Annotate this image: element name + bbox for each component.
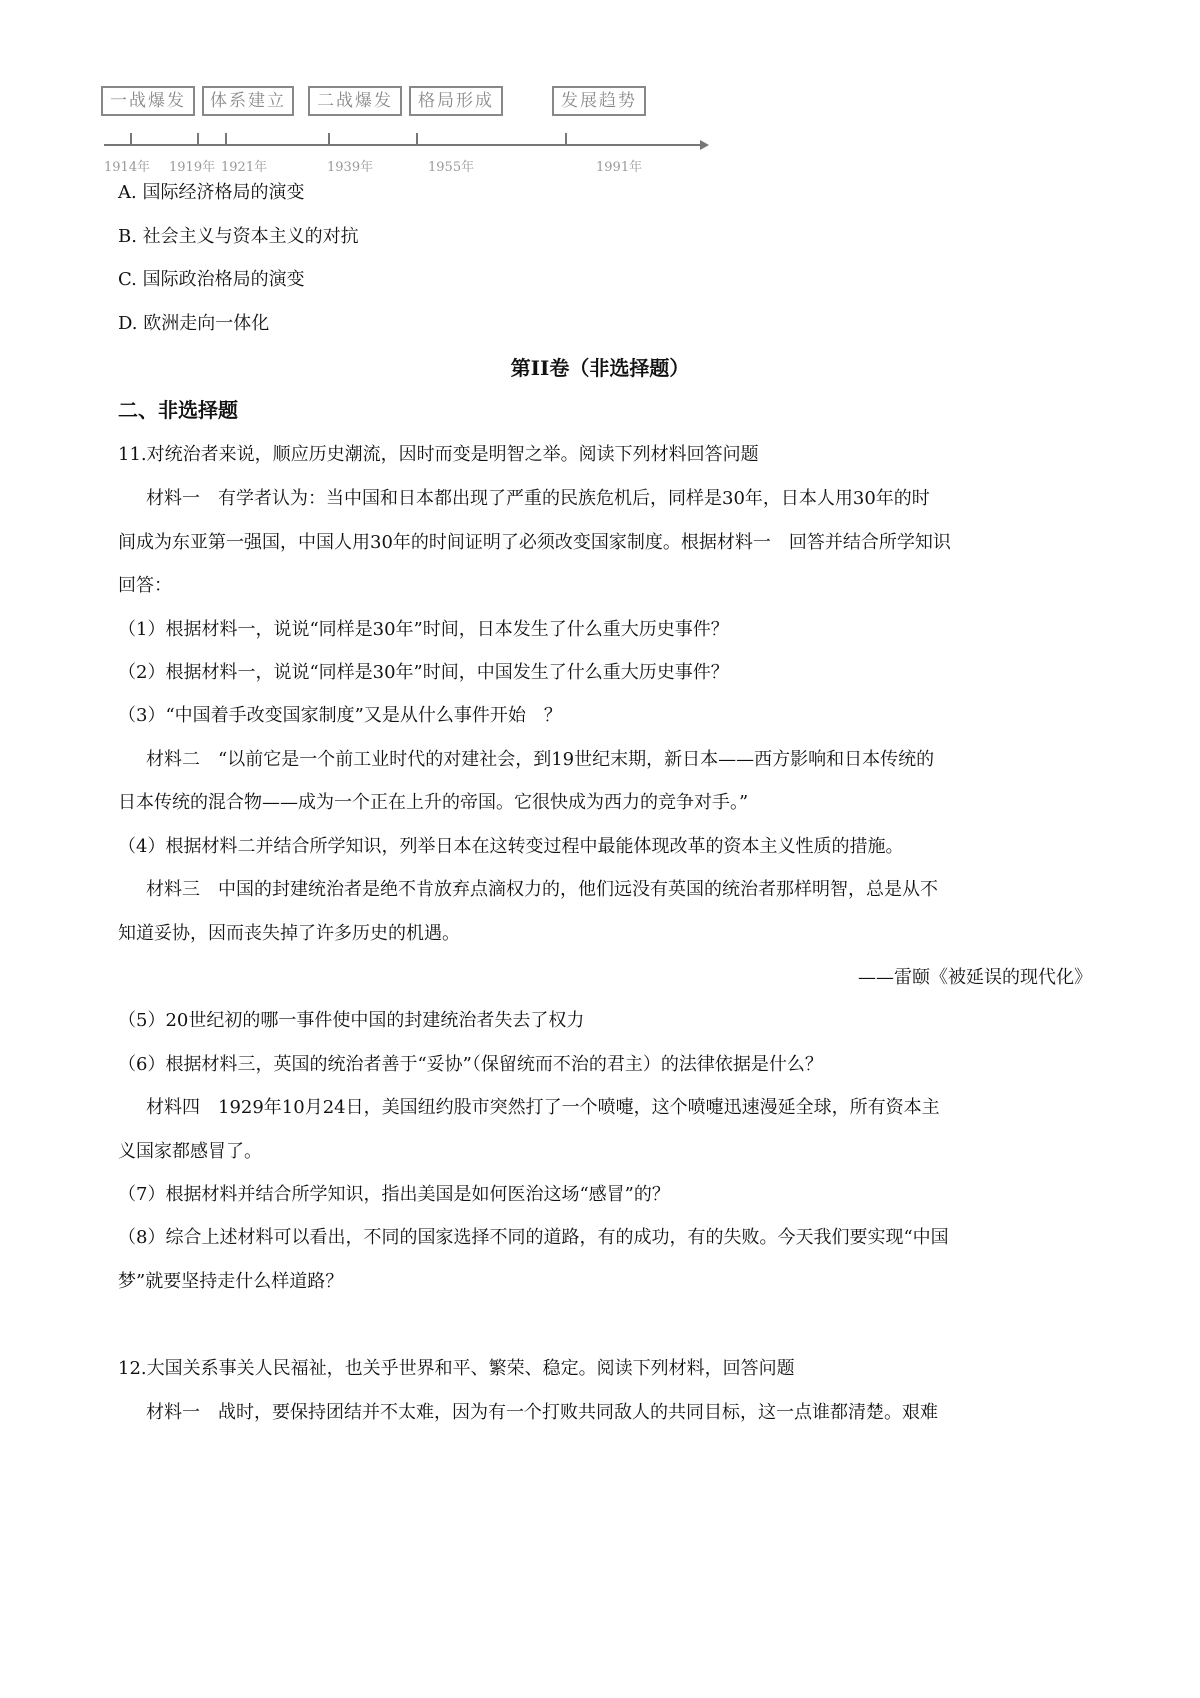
timeline-year: 1955年 — [428, 160, 475, 175]
q11-sub-4: （4）根据材料二并结合所学知识，列举日本在这转变过程中最能体现改革的资本主义性质的措施。 — [118, 836, 904, 857]
timeline-year: 1991年 — [596, 160, 643, 175]
q11-sub-3: （3）“中国着手改变国家制度”又是从什么事件开始 ？ — [118, 705, 562, 726]
q11-material-1: 间成为东亚第一强国，中国人用30年的时间证明了必须改变国家制度。根据材料一 回答并结合所学知识 — [118, 532, 951, 553]
q11-material-3: 材料三 中国的封建统治者是绝不肯放弃点滴权力的，他们远没有英国的统治者那样明智，总是从不 — [146, 879, 938, 900]
timeline-tick — [416, 133, 418, 145]
timeline-stage: 一战爆发 — [101, 86, 195, 116]
timeline-year: 1921年 — [221, 160, 268, 175]
q11-sub-1: （1）根据材料一，说说“同样是30年”时间，日本发生了什么重大历史事件？ — [118, 619, 729, 640]
timeline-axis — [104, 144, 704, 146]
timeline-stage: 发展趋势 — [552, 86, 646, 116]
q12-material-1: 材料一 战时，要保持团结并不太难，因为有一个打败共同敌人的共同目标，这一点谁都清楚。艰难 — [146, 1402, 938, 1423]
q11-sub-5: （5）20世纪初的哪一事件使中国的封建统治者失去了权力 — [118, 1010, 585, 1031]
q11-material-1: 材料一 有学者认为：当中国和日本都出现了严重的民族危机后，同样是30年，日本人用30年的时 — [146, 488, 930, 509]
q11-material-3: 知道妥协，因而丧失掉了许多历史的机遇。 — [118, 923, 460, 944]
q11-sub-2: （2）根据材料一，说说“同样是30年”时间，中国发生了什么重大历史事件？ — [118, 662, 729, 683]
q11-sub-8: 梦”就要坚持走什么样道路？ — [118, 1271, 344, 1292]
q11-material-2: 材料二 “以前它是一个前工业时代的对建社会，到19世纪末期，新日本——西方影响和日本传统的 — [146, 749, 935, 770]
q11-sub-6: （6）根据材料三，英国的统治者善于“妥协”（保留统而不治的君主）的法律依据是什么？ — [118, 1054, 823, 1075]
q12-stem: 12.大国关系事关人民福祉，也关乎世界和平、繁荣、稳定。阅读下列材料，回答问题 — [118, 1358, 795, 1379]
timeline-tick — [565, 133, 567, 145]
timeline-tick — [197, 133, 199, 145]
q11-sub-7: （7）根据材料并结合所学知识，指出美国是如何医治这场“感冒”的？ — [118, 1184, 670, 1205]
q11-material-2: 日本传统的混合物——成为一个正在上升的帝国。它很快成为西力的竞争对手。” — [118, 792, 749, 813]
timeline-year: 1939年 — [327, 160, 374, 175]
q11-material-3-source: ——雷颐《被延误的现代化》 — [858, 967, 1092, 988]
q11-material-1: 回答： — [118, 575, 172, 596]
option-b: B. 社会主义与资本主义的对抗 — [118, 226, 359, 247]
timeline-stage: 体系建立 — [202, 86, 294, 116]
timeline-tick — [328, 133, 330, 145]
timeline-year: 1919年 — [169, 160, 216, 175]
section-title: 二、非选择题 — [118, 398, 238, 422]
timeline-stage: 格局形成 — [409, 86, 503, 116]
q11-material-4: 义国家都感冒了。 — [118, 1141, 262, 1162]
option-a: A. 国际经济格局的演变 — [118, 182, 305, 203]
timeline-stage: 二战爆发 — [308, 86, 402, 116]
timeline-tick — [130, 133, 132, 145]
timeline-tick — [225, 133, 227, 145]
part-title: 第II卷（非选择题） — [510, 356, 690, 380]
timeline-year: 1914年 — [104, 160, 151, 175]
q11-sub-8: （8）综合上述材料可以看出，不同的国家选择不同的道路，有的成功，有的失败。今天我们要实现“中国 — [118, 1227, 949, 1248]
timeline-arrow-icon — [700, 140, 709, 150]
q11-stem: 11.对统治者来说，顺应历史潮流，因时而变是明智之举。阅读下列材料回答问题 — [118, 444, 759, 465]
q11-material-4: 材料四 1929年10月24日，美国纽约股市突然打了一个喷嚏，这个喷嚏迅速漫延全球，所有资本主 — [146, 1097, 940, 1118]
option-d: D. 欧洲走向一体化 — [118, 313, 270, 334]
option-c: C. 国际政治格局的演变 — [118, 269, 305, 290]
